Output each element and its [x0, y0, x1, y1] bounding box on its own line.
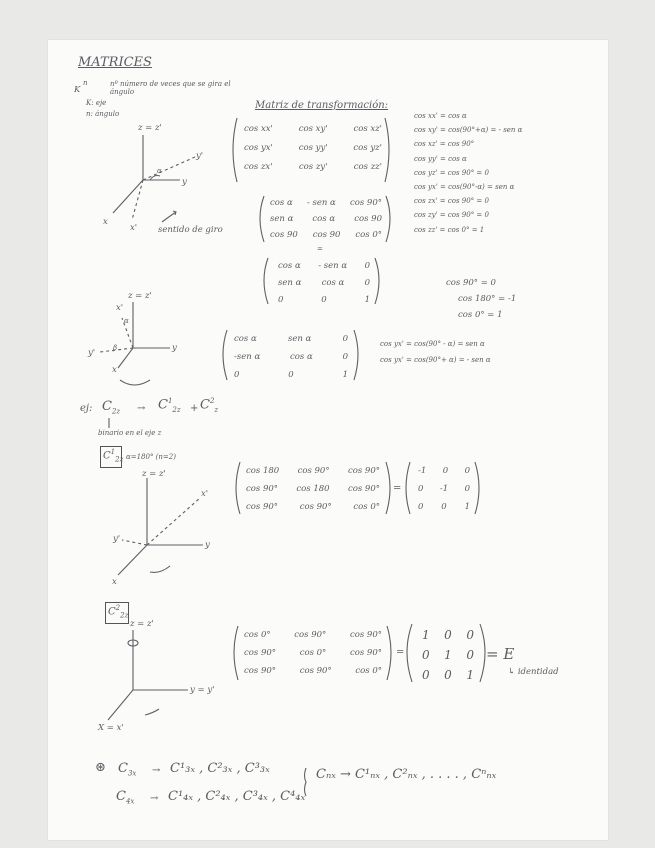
diagram3-y-prime-axis — [122, 540, 147, 545]
box1-symbol: $C^1_{2z}$ — [103, 448, 124, 464]
diagram2-beta-label: β — [113, 344, 118, 352]
box1-note: α=180° (n=2) — [126, 453, 176, 461]
matrix1-right-bracket — [385, 118, 389, 182]
matrix5-equals: = — [393, 483, 402, 494]
matrix3-left-bracket — [264, 258, 268, 304]
diagram2-rotation-arrow — [120, 380, 150, 385]
diagram1-z-label: z = z' — [138, 123, 162, 133]
matrix5-left-bracket — [236, 462, 240, 514]
matrix1-left-bracket — [233, 118, 237, 182]
diagram3-x-axis — [118, 545, 147, 575]
diagram3-rotation-arrow — [150, 566, 170, 572]
page-title: MATRICES — [78, 55, 152, 70]
diagram2-alpha-label: α — [124, 317, 129, 325]
identity-E: = E — [486, 645, 515, 663]
matrix8-right-bracket — [480, 624, 485, 682]
diagram1-y-label: y — [182, 177, 187, 187]
binario-note: binario en el eje z — [98, 429, 162, 437]
cos-list-2: cos yx' = cos(90° - α) = sen α cos yx' = cos(90°+ α) = - sen α — [380, 340, 491, 364]
ej-lhs: $C_{2z}$ — [102, 399, 121, 416]
ej-rhs1: $C^1_{2z}$ — [158, 397, 181, 414]
matrix3: cos α - sen α 0 sen α cos α 0 0 0 1 — [278, 261, 370, 305]
matrix2: cos α - sen α cos 90° sen α cos α cos 90 cos 90 cos 90 cos 0° — [270, 198, 382, 240]
diagram1-y-prime-axis — [143, 157, 195, 180]
matrix6-right-bracket — [475, 462, 479, 514]
cnx-general: Cₙₓ → C¹ₙₓ , C²ₙₓ , . . . . , Cⁿₙₓ — [316, 767, 497, 782]
equals-mark: = — [317, 245, 323, 253]
k-n-note: nº número de veces que se gira el ángulo — [110, 80, 231, 97]
matrix4-left-bracket — [223, 330, 227, 380]
ej-label: ej: — [80, 403, 93, 414]
diagram2-z-label: z = z' — [128, 291, 152, 301]
diagram1-yprime-label: y' — [196, 151, 204, 161]
diagram3-x-label: x — [112, 577, 117, 587]
ej-rhs2: $C^2_z$ — [200, 397, 219, 414]
c3x-list: C¹₃ₓ , C²₃ₓ , C³₃ₓ — [170, 761, 270, 776]
matrix4-right-bracket — [354, 330, 358, 380]
diagram2-x-label: x — [112, 365, 117, 375]
diagram2-yprime-label: y' — [88, 348, 96, 358]
matrix5: cos 180 cos 90° cos 90° cos 90° cos 180 cos 90° cos 90° cos 90° cos 0° — [246, 466, 380, 512]
c4x-arrow: → — [150, 793, 159, 804]
diagram2-xprime-label: x' — [116, 303, 124, 313]
matrix3-right-bracket — [375, 258, 379, 304]
matrix4: cos α sen α 0 -sen α cos α 0 0 0 1 — [234, 334, 348, 380]
identidad-note: ↳ identidad — [508, 667, 559, 677]
k-eje-note: K: eje — [86, 99, 107, 107]
matrix8: 1 0 0 0 1 0 0 0 1 — [422, 628, 474, 682]
box2-symbol: $C^2_{2z}$ — [108, 604, 129, 620]
diagram4-z-label: z = z' — [130, 619, 154, 629]
diagram2-y-label: y — [172, 343, 177, 353]
circled-value-3: cos 0° = 1 — [458, 310, 503, 320]
matrix6: -1 0 0 0 -1 0 0 0 1 — [418, 466, 470, 512]
n-angulo-note: n: ángulo — [86, 110, 120, 118]
c3x-symbol: $C_{3x}$ — [118, 761, 137, 778]
diagram1-angle-arc — [150, 176, 160, 181]
n-symbol: n — [83, 79, 88, 87]
circled-value-1: cos 90° = 0 — [446, 278, 496, 288]
k-symbol: K — [74, 85, 81, 95]
matrix-heading: Matriz de transformación: — [255, 100, 389, 111]
c4x-list: C¹₄ₓ , C²₄ₓ , C³₄ₓ , C⁴₄ₓ — [168, 789, 306, 804]
diagram1-x-label: x — [103, 217, 108, 227]
bottom-marker: ⊛ — [95, 760, 106, 775]
diagram1-rotation-arrow — [162, 211, 176, 222]
diagram3-x-prime-axis — [147, 498, 200, 545]
diagram1-giro-label: sentido de giro — [158, 225, 223, 235]
diagram3-y-label: y — [205, 540, 210, 550]
matrix6-left-bracket — [406, 462, 410, 514]
diagram1-alpha-label: α — [157, 167, 162, 175]
diagram3-z-label: z = z' — [142, 469, 166, 479]
matrix7-left-bracket — [234, 626, 238, 680]
c4x-symbol: $C_{4x}$ — [116, 789, 135, 806]
matrix7: cos 0° cos 90° cos 90° cos 90° cos 0° cos 90° cos 90° cos 90° cos 0° — [244, 630, 382, 676]
c3x-arrow: → — [152, 765, 161, 776]
matrix7-equals: = — [396, 647, 405, 658]
diagram1-xprime-label: x' — [130, 223, 138, 233]
matrix7-right-bracket — [387, 626, 391, 680]
ej-plus: + — [190, 403, 199, 414]
diagram3-xprime-label: x' — [201, 489, 209, 499]
matrix8-left-bracket — [407, 624, 412, 682]
diagram3-yprime-label: y' — [113, 534, 121, 544]
matrix1: cos xx' cos xy' cos xz' cos yx' cos yy' cos yz' cos zx' cos zy' cos zz' — [244, 124, 382, 172]
matrix2-right-bracket — [386, 196, 390, 242]
cos-list: cos xx' = cos α cos xy' = cos(90°+α) = - sen α cos xz' = cos 90° cos yy' = cos α cos yz' = cos 90° = 0 cos yx' = cos(90°-α) = sen α cos zx' = cos 90° = 0 cos zy' = cos 90° = 0 cos zz' = cos 0° = 1 — [414, 112, 523, 234]
circled-value-2: cos 180° = -1 — [458, 294, 517, 304]
ej-arrow: → — [137, 403, 146, 414]
diagram4-x-label: X = x' — [98, 723, 124, 733]
matrix2-left-bracket — [260, 196, 264, 242]
diagram1-x-axis — [113, 180, 143, 213]
matrix5-right-bracket — [386, 462, 390, 514]
diagram4-x-axis — [108, 690, 133, 720]
diagram4-y-label: y = y' — [190, 685, 215, 695]
diagram4-rotation-arrow — [145, 709, 159, 715]
diagram2-x-axis — [118, 348, 133, 368]
